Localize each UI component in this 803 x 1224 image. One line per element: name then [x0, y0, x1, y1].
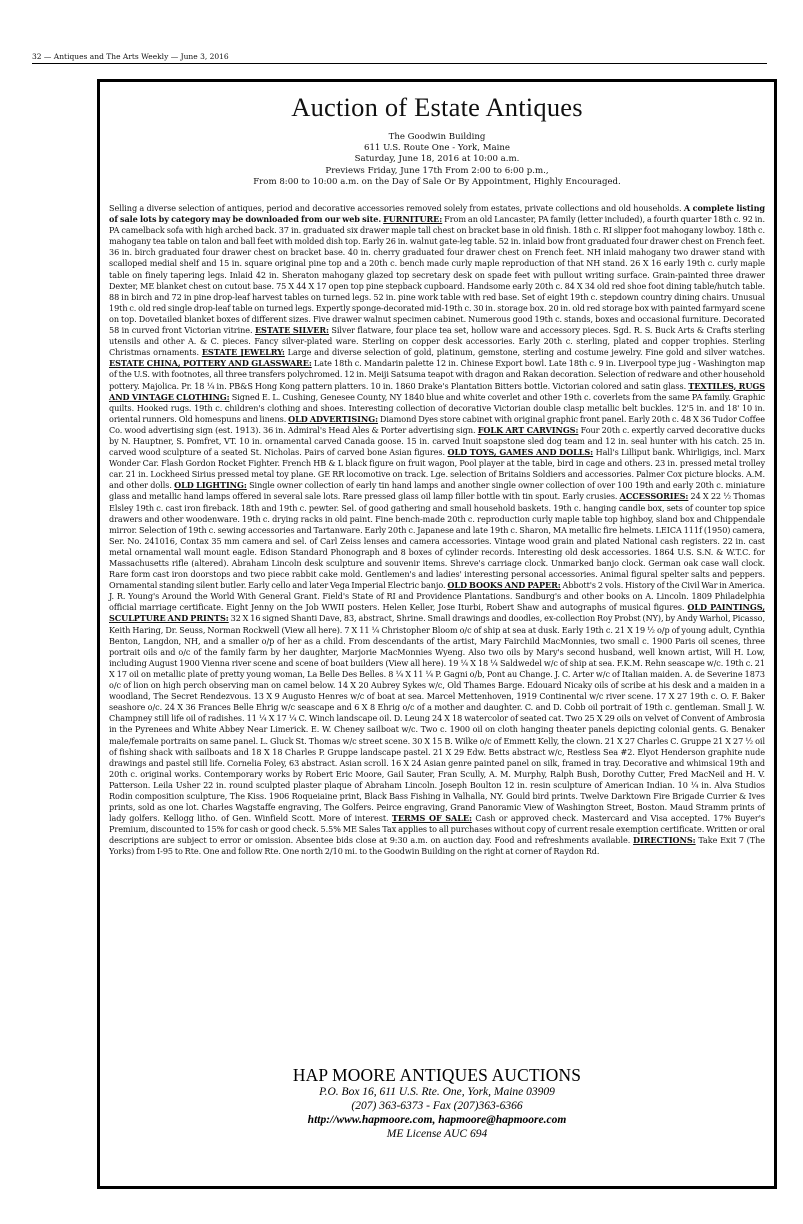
phone-fax: (207) 363-6373 - Fax (207)363-6366: [351, 1099, 523, 1112]
venue-address: 611 U.S. Route One - York, Maine: [363, 143, 511, 154]
section-accessories: ACCESSORIES: 24 X 22 ½ Thomas Elsley 19th c. cast iron fireback. 18th and 19th c. pewter. Sel. of good gathering and small household baskets. 19th c. hanging candle box, sets of counter top spice drawers and other woodenware. 19th c. drying racks in old paint. Fine bench-made 20th c. reproduction curly maple table top highboy, sland box and Chippendale mirror. Selection of 19th c. sewing accessories and Tartanware. Early 20th c. Japanese and late 19th c. Sharon, MA metallic fire helmets. LEICA 111f (1950) camera, Ser. No. 241016, Contax 35 mm camera and sel. of Carl Zeiss lenses and camera accessories. Vintage wood grain and plated National cash registers. 22 in. cast metal ornamental wall mount eagle. Edison Standard Phonograph and 8 boxes of cylinder records. Interesting old desk accessories. 1864 U.S. S.N. & W.T.C. for Massachusetts rifle (altered). Abraham Lincoln desk sculpture and souvenir items. Shreve's carriage clock. Unmarked banjo clock. German oak case wall clock. Rare form cast iron doorstops and two piece rabbit cake mold. Gentlemen's and ladies' interesting personal accessories. Animal figural spelter salts and peppers. Ornamental standing silent butler. Early cello and later Vega Imperial Electric banjo.: [109, 491, 765, 591]
ad-title: Auction of Estate Antiques: [291, 92, 583, 122]
section-books-paper: OLD BOOKS AND PAPER: Abbott's 2 vols. History of the Civil War in America. J. R. Young's Around the World With General Grant. Field's State of RI and Providence Plantations. Sandburg's and other books on A. Lincoln. 1809 Philadelphia official marriage certificate. Eight Jenny on the Job WWII posters. Helen Keller, Jose Iturbi, Robert Shaw and autographs of musical figures.: [109, 580, 765, 613]
auction-advertisement: [97, 79, 777, 1189]
section-estate-silver: ESTATE SILVER: Silver flatware, four place tea set, hollow ware and accessory pieces. Sgd. R. S. Buck Arts & Crafts sterling utensils and other A. & C. pieces. Fancy silver-plated ware. Sterling on copper desk accessories. Early 20th c. sterling, plated and copper trophies. Sterling Christmas ornaments.: [109, 325, 765, 358]
sale-info: [100, 132, 774, 188]
preview-times: Previews Friday, June 17th From 2:00 to 6:00 p.m.,: [325, 165, 549, 176]
folio-rule: [32, 63, 767, 64]
page-folio: 32 — Antiques and The Arts Weekly — June 3, 2016: [32, 52, 229, 61]
section-old-lighting: OLD LIGHTING: Single owner collection of early tin hand lamps and another single owner collection of over 100 19th and early 20th c. miniature glass and metallic hand lamps offered in several sale lots. Rare pressed glass oil lamp filler bottle with tin spout. Early crusies.: [109, 480, 765, 502]
mailing-address: P.O. Box 16, 611 U.S. Rte. One, York, Maine 03909: [319, 1086, 555, 1098]
section-old-advertising: OLD ADVERTISING: Diamond Dyes store cabinet with original graphic front panel. Early 20th c. 48 X 36 Tudor Coffee Co. wood advertising sign (est. 1913). 36 in. Admiral's Head Ales & Porter advertising sign.: [109, 413, 765, 435]
auctioneer-contact: [100, 1065, 774, 1142]
intro-text: Selling a diverse selection of antiques, period and decorative accessories removed solely from estates, private collections and old households.: [109, 203, 682, 213]
section-terms-of-sale: TERMS OF SALE: Cash or approved check. Mastercard and Visa accepted. 17% Buyer's Premium, discounted to 15% for cash or good check. 5.5% ME Sales Tax applies to all purchases without copy of current resale exemption certificate. Written or oral descriptions are subject to error or omission. Absentee bids close at 9:30 a.m. on auction day. Food and refreshments available.: [109, 813, 765, 846]
section-estate-jewelry: ESTATE JEWELRY: Large and diverse selection of gold, platinum, gemstone, sterling and costume jewelry. Fine gold and silver watches.: [201, 347, 765, 358]
section-directions: DIRECTIONS: Take Exit 7 (The Yorks) from I-95 to Rte. One and follow Rte. One north 2/10 mi. to the Goodwin Building on the right at corner of Raydon Rd.: [109, 835, 765, 857]
website-email: http://www.hapmoore.com, hapmoore@hapmoore.com: [307, 1113, 567, 1126]
section-textiles: TEXTILES, RUGS AND VINTAGE CLOTHING: Signed E. L. Cushing, Genesee County, NY 1840 blue and white coverlet and other 19th c. coverlets from the same PA family. Graphic quilts. Hooked rugs. 19th c. children's clothing and shoes. Interesting collection of decorative Victorian double clasp metallic belt buckles. 12'5 in. and 18' 10 in. oriental runners. Old homespuns and linens.: [109, 380, 766, 424]
section-folk-art: FOLK ART CARVINGS: Four 20th c. expertly carved decorative ducks by N. Hauptner, S. Pomfret, VT. 10 in. ornamental carved Canada goose. 15 in. carved Inuit soapstone sled dog team and 12 in. seal hunter with his catch. 25 in. carved wood sculpture of a seated St. Nicholas. Pairs of carved bone Asian figures.: [109, 424, 765, 458]
auctioneer-name: HAP MOORE ANTIQUES AUCTIONS: [292, 1065, 582, 1085]
section-china-pottery-glass: ESTATE CHINA, POTTERY AND GLASSWARE: Late 18th c. Mandarin palette 12 in. Chinese Export bowl. Late 18th c. 9 in. Liverpool type jug - Washington map of the U.S. with footnotes, all three transfers polychromed. 12 in. Meiji Satsuma teapot with dragon and Rakan decoration. Selection of redware and other household pottery. Majolica. Pr. 18 ¼ in. PB&S Hong Kong pattern platters. 10 in. 1860 Drake's Plantation Bitters bottle. Victorian colored and satin glass.: [109, 358, 765, 391]
license-number: ME License AUC 694: [386, 1127, 488, 1140]
venue-name: The Goodwin Building: [388, 132, 486, 142]
intro-bold: A complete listing of sale lots by category may be downloaded from our web site.: [109, 203, 765, 225]
ad-body: [109, 203, 765, 858]
section-toys-games-dolls: OLD TOYS, GAMES AND DOLLS: Hall's Lilliput bank. Whirligigs, incl. Marx Wonder Car. Flash Gordon Rocket Fighter. French HB & L black figure on fruit wagon, Pool player at the table, bird in cage and others. 23 in. pressed metal trolley car. 21 in. Lockheed Sirius pressed metal toy plane. GE RR locomotive on track. Lge. selection of Britains Soldiers and accessories. Palmer Cox picture blocks. A.M. and other dolls.: [109, 447, 765, 491]
sale-date: Saturday, June 18, 2016 at 10:00 a.m.: [354, 154, 520, 165]
preview-times-2: From 8:00 to 10:00 a.m. on the Day of Sale Or By Appointment, Highly Encouraged.: [253, 176, 621, 187]
section-furniture: FURNITURE: From an old Lancaster, PA family (letter included), a fourth quarter 18th c. 92 in. PA camelback sofa with high arched back. 37 in. graduated six drawer maple tall chest on bracket base in old finish. 18th c. RI slipper foot mahogany lowboy. 18th c. mahogany tea table on talon and ball feet with molded dish top. Early 26 in. walnut gate-leg table. 52 in. inlaid bow front graduated four drawer chest on French feet. 36 in. birch graduated four drawer chest on bracket base. 40 in. cherry graduated four drawer chest on French feet. NH inlaid mahogany two drawer stand with scalloped medial shelf and 15 in. square original pine top and a 20th c. bench made curly maple reproduction of that NH stand. 26 X 16 early 19th c. curly maple table on finely tapering legs. Inlaid 42 in. Sheraton mahogany glazed top secretary desk on spade feet with pullout writing surface. Grain-painted three drawer Dexter, ME blanket chest on cutout base. 75 X 44 X 17 open top pine stepback cupboard. Handsome early 20th c. 84 X 34 old red shoe foot dining table/hutch table. 88 in birch and 72 in pine drop-leaf harvest tables on turned legs. 52 in. pine work table with red base. Set of eight 19th c. stepdown country dining chairs. Unusual 19th c. old red single drop-leaf table on turned legs. Expertly sponge-decorated mid-19th c. 30 in. storage box. 20 in. old red storage box with painted farmyard scene on top. Dovetailed blanket boxes of different sizes. Five drawer walnut specimen cabinet. Numerous good 19th c. stands, boxes and occasional furniture. Decorated 58 in curved front Victorian vitrine.: [109, 214, 766, 336]
section-paintings-prints: OLD PAINTINGS, SCULPTURE AND PRINTS: 32 X 16 signed Shanti Dave, 83, abstract, Shrine. Small drawings and doodles, ex-collection Roy Probst (NY), by Andy Warhol, Picasso, Keith Haring, Dr. Seuss, Norman Rockwell (View all here). 7 X 11 ¼ Christopher Bloom o/c of ship at sea at dusk. Early 19th c. 21 X 19 ½ o/p of young adult, Cynthia Benton, Langdon, NH, and a smaller o/p of her as a child. From descendants of the artist, Mary Fairchild MacMonnies, two small c. 1900 Paris oil scenes, three portrait oils and o/c of the family farm by her daughter, Marjorie MacMonnies Wyeng. Also two oils by Mary's second husband, well known artist, Will H. Low, including August 1900 Vienna river scene and scene of boat builders (View all here). 19 ¼ X 18 ¼ Saldwedel w/c of ship at sea. F.K.M. Rehn seascape w/c. 19th c. 21 X 17 oil on metallic plate of pretty young woman, La Belle Des Belles. 8 ¼ X 11 ¼ P. Gagni o/b, Pont au Change. J. C. Arter w/c of Italian maiden. A. de Severine 1873 o/c of lion on high perch observing man on camel below. 14 X 20 Aubrey Sykes w/c, Old Thames Barge. Edouard Nicaky oils of scribe at his desk and a maiden in a woodland, The Secret Rendezvous. 13 X 9 Augusto Henres w/c of boat at sea. Marcel Mettenhoven, 1919 Continental w/c river scene. 17 X 27 19th c. O. F. Baker seashore o/c. 24 X 36 Frances Belle Ehrig w/c seascape and 6 X 8 Ehrig o/c of a mother and daughter. C. and D. Cobb oil portrait of 19th c. gentleman. Small J. W. Champney still life oil of radishes. 11 ¼ X 17 ¼ C. Winch landscape oil. D. Leung 24 X 18 watercolor of seated cat. Two 25 X 29 oils on velvet of Convent of Ambrosia in the Pyrenees and White Abbey Near Limerick. E. W. Cheney sailboat w/c. Two c. 1900 oil on cloth hanging theater panels depicting colonial gents. G. Benaker male/female portraits on same panel. L. Gluck St. Thomas w/c street scene. 30 X 15 B. Wilke o/c of Emmett Kelly, the clown. 21 X 27 Charles C. Gruppe 21 X 27 ½ oil of fishing shack with sailboats and 18 X 18 Charles P. Gruppe landscape pastel. 21 X 29 Edw. Betts abstract w/c, Restless Sea #2. Elyot Henderson graphite nude drawings and pastel still life. Cornelia Foley, 63 abstract. Asian scroll. 16 X 24 Asian genre painted panel on silk, framed in tray. Decorative and whimsical 19th and 20th c. original works. Contemporary works by Robert Eric Moore, Gail Sauter, Fran Scully, A. M. Murphy, Ralph Bush, Dorothy Cutter, Fred MacNeil and H. V. Patterson. Leila Usher 22 in. round sculpted plaster plaque of Abraham Lincoln. Joseph Boulton 12 in. resin sculpture of American Indian. 10 ¼ in. Alva Studios Rodin composition sculpture, The Kiss. 1906 Roqueiaine print, Black Bass Fishing in Valhalla, NY. Gould bird prints. Twelve Darktown Fire Brigade Currier & Ives prints, sold as one lot. Charles Wagstaffe engraving, The Golfers. Peirce engraving, Grand Panoramic View of Washington Street, Boston. Maud Stramm prints of lady golfers. Kellogg litho. of Gen. Winfield Scott. More of interest.: [109, 602, 765, 824]
